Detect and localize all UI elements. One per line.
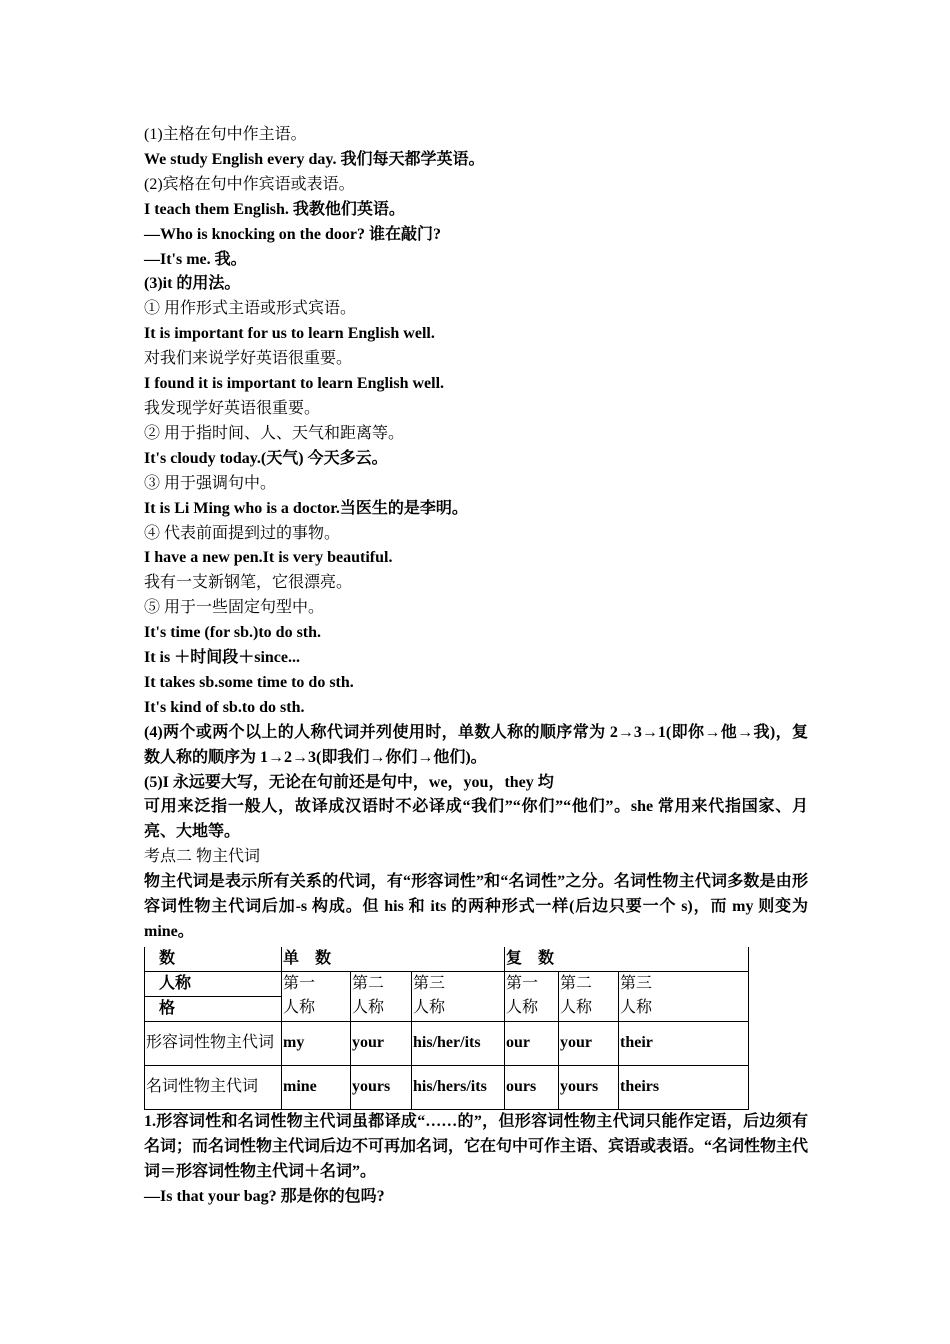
text-line: We study English every day. 我们每天都学英语。	[144, 150, 485, 168]
possessive-pronoun-table	[144, 947, 749, 1110]
person-col-6: 第三 人称	[619, 971, 749, 1021]
text-line: I have a new pen.It is very beautiful.	[144, 549, 393, 567]
text-line: —It's me. 我。	[144, 250, 247, 268]
note-paragraph: 1.形容词性和名词性物主代词虽都译成“……的”，但形容词性物主代词只能作定语，后边须有名词；而名词性物主代词后边不可再加名词，它在句中可作主语、宾语或表语。“名词性物主代词＝形容词性物主代词＋名词”。	[144, 1112, 809, 1180]
person-col-2: 第二 人称	[351, 971, 412, 1021]
document-page	[144, 123, 808, 1210]
paragraph-5b: 可用来泛指一般人，故译成汉语时不必译成“我们”“你们”“他们”。she 常用来代指国家、月亮、大地等。	[144, 798, 808, 841]
text-line: ④ 代表前面提到过的事物。	[144, 524, 341, 542]
table-row	[145, 1021, 749, 1065]
paragraph-5a: (5)I 永远要大写，无论在句前还是句中，we，you，they 均	[144, 773, 554, 791]
table-cell: your	[351, 1021, 412, 1065]
text-line: 我有一支新钢笔，它很漂亮。	[144, 574, 353, 592]
table-cell: mine	[282, 1065, 351, 1109]
text-line: ⑤ 用于一些固定句型中。	[144, 599, 325, 617]
text-line: It's time (for sb.)to do sth.	[144, 624, 322, 642]
text-line: 对我们来说学好英语很重要。	[144, 350, 353, 368]
intro-paragraph: 物主代词是表示所有关系的代词，有“形容词性”和“名词性”之分。名词性物主代词多数是由形容词性物主代词后加-s 构成。但 his 和 its 的两种形式一样(后边只要一个 s)，而 my 则变为 mine。	[144, 873, 808, 940]
table-cell: their	[619, 1021, 749, 1065]
example-line: —Is that your bag? 那是你的包吗?	[144, 1187, 385, 1205]
person-col-5: 第二 人称	[559, 971, 619, 1021]
text-line: (1)主格在句中作主语。	[144, 126, 307, 143]
header-number: 数	[145, 947, 282, 972]
text-line: 我发现学好英语很重要。	[144, 399, 321, 417]
text-line: It's cloudy today.(天气) 今天多云。	[144, 449, 388, 467]
row-label: 名词性物主代词	[145, 1065, 282, 1109]
table-cell: ours	[505, 1065, 559, 1109]
person-col-3: 第三 人称	[412, 971, 505, 1021]
person-col-4: 第一 人称	[505, 971, 559, 1021]
table-cell: my	[282, 1021, 351, 1065]
text-line: (2)宾格在句中作宾语或表语。	[144, 175, 355, 193]
row-label: 形容词性物主代词	[145, 1021, 282, 1065]
text-line: —Who is knocking on the door? 谁在敲门?	[144, 225, 441, 243]
text-line: It is Li Ming who is a doctor.当医生的是李明。	[144, 499, 468, 517]
text-line: It takes sb.some time to do sth.	[144, 673, 354, 691]
text-line: I found it is important to learn English well.	[144, 375, 445, 393]
text-line: ② 用于指时间、人、天气和距离等。	[144, 424, 405, 442]
text-line: It is important for us to learn English well.	[144, 325, 435, 343]
table-cell: his/her/its	[412, 1021, 505, 1065]
table-cell: yours	[559, 1065, 619, 1109]
text-block	[144, 123, 808, 721]
table-row	[145, 1065, 749, 1109]
person-col-1: 第一 人称	[282, 971, 351, 1021]
header-person: 人称	[145, 971, 282, 996]
header-case: 格	[145, 996, 282, 1021]
table-cell: theirs	[619, 1065, 749, 1109]
table-cell: his/hers/its	[412, 1065, 505, 1109]
table-cell: our	[505, 1021, 559, 1065]
text-line: ③ 用于强调句中。	[144, 474, 277, 492]
text-line: It's kind of sb.to do sth.	[144, 698, 305, 716]
table-cell: yours	[351, 1065, 412, 1109]
header-singular: 单 数	[282, 947, 505, 972]
text-line: It is ＋时间段＋since...	[144, 649, 301, 667]
section-heading: 考点二 物主代词	[144, 848, 261, 866]
header-plural: 复 数	[505, 947, 749, 972]
text-line: ① 用作形式主语或形式宾语。	[144, 300, 357, 318]
paragraph-4: (4)两个或两个以上的人称代词并列使用时，单数人称的顺序常为 2→3→1(即你→他→我)，复数人称的顺序为 1→2→3(即我们→你们→他们)。	[144, 723, 808, 766]
text-line: I teach them English. 我教他们英语。	[144, 200, 405, 218]
table-cell: your	[559, 1021, 619, 1065]
text-line: (3)it 的用法。	[144, 275, 241, 293]
